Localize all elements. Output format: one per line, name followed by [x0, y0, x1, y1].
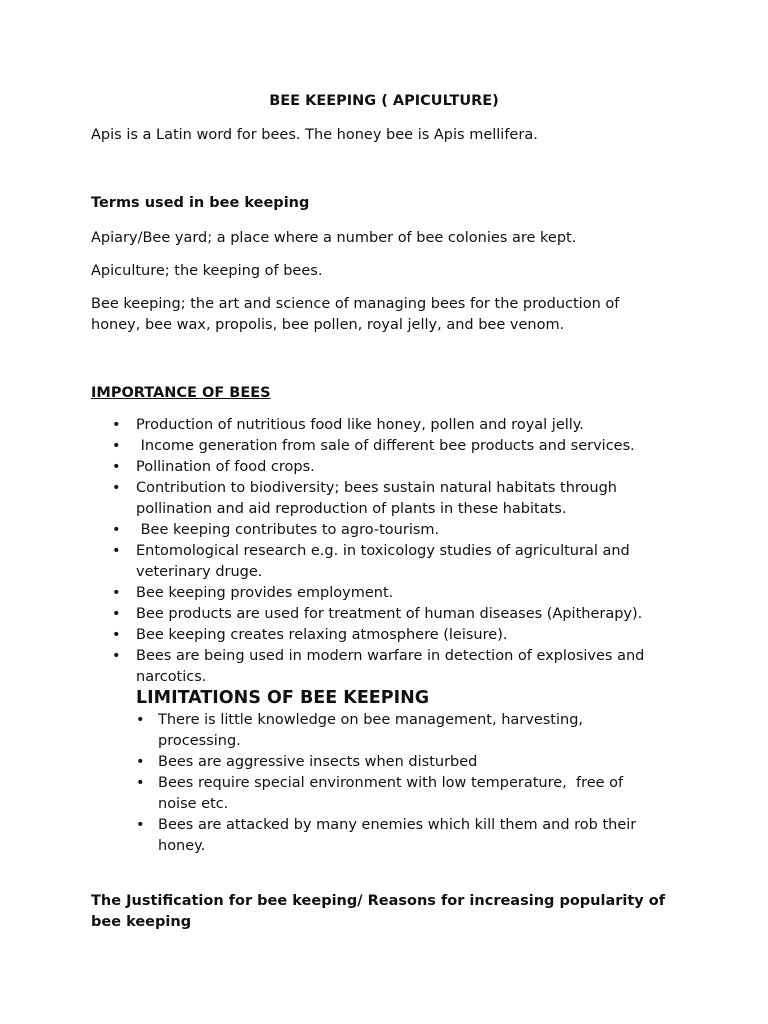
- list-item: • Bees are being used in modern warfare in detection of explosives and narcotics.: [112, 648, 645, 685]
- bullet-icon: •: [112, 543, 121, 559]
- bullet-icon: •: [136, 712, 145, 728]
- bullet-icon: •: [112, 648, 121, 664]
- list-item: • Entomological research e.g. in toxicology studies of agricultural and veterinary druge.: [112, 543, 630, 580]
- bullet-icon: •: [112, 438, 121, 454]
- list-item: • Bee products are used for treatment of human diseases (Apitherapy).: [91, 604, 676, 625]
- list-item: • Bees require special environment with low temperature, free of noise etc.: [136, 775, 628, 812]
- importance-heading: IMPORTANCE OF BEES: [91, 385, 271, 401]
- bullet-icon: •: [136, 775, 145, 791]
- bullet-icon: •: [112, 522, 121, 538]
- bullet-icon: •: [112, 606, 121, 622]
- term-bee-keeping: Bee keeping; the art and science of managing bees for the production of honey, bee wax, propolis, bee pollen, royal jelly, and bee venom.: [91, 296, 620, 333]
- list-item: • Bee keeping provides employment.: [91, 583, 676, 604]
- list-item: • Bees are attacked by many enemies which kill them and rob their honey.: [136, 817, 637, 854]
- term-apiculture: Apiculture; the keeping of bees.: [91, 263, 323, 279]
- importance-list: [91, 415, 676, 688]
- bullet-icon: •: [112, 480, 121, 496]
- terms-heading: Terms used in bee keeping: [91, 195, 310, 211]
- bullet-icon: •: [112, 627, 121, 643]
- limitations-heading: LIMITATIONS OF BEE KEEPING: [136, 688, 430, 708]
- list-item: • Income generation from sale of different bee products and services.: [91, 436, 676, 457]
- list-item: • There is little knowledge on bee management, harvesting, processing.: [136, 712, 584, 749]
- justification-heading: The Justification for bee keeping/ Reasons for increasing popularity of bee keeping: [91, 893, 666, 930]
- bullet-icon: •: [112, 585, 121, 601]
- bullet-icon: •: [112, 417, 121, 433]
- bullet-icon: •: [136, 754, 145, 770]
- list-item: • Production of nutritious food like honey, pollen and royal jelly.: [91, 415, 676, 436]
- list-item: • Contribution to biodiversity; bees sustain natural habitats through pollination and aid reproduction of plants in these habitats.: [112, 480, 617, 517]
- document-title: BEE KEEPING ( APICULTURE): [269, 93, 499, 109]
- list-item: • Bees are aggressive insects when disturbed: [136, 752, 678, 773]
- limitations-list: [136, 710, 678, 857]
- list-item: • Bee keeping contributes to agro-tourism.: [91, 520, 676, 541]
- term-apiary: Apiary/Bee yard; a place where a number of bee colonies are kept.: [91, 230, 577, 246]
- bullet-icon: •: [112, 459, 121, 475]
- list-item: • Bee keeping creates relaxing atmosphere (leisure).: [91, 625, 676, 646]
- intro-paragraph: Apis is a Latin word for bees. The honey bee is Apis mellifera.: [91, 127, 538, 143]
- list-item: • Pollination of food crops.: [91, 457, 676, 478]
- bullet-icon: •: [136, 817, 145, 833]
